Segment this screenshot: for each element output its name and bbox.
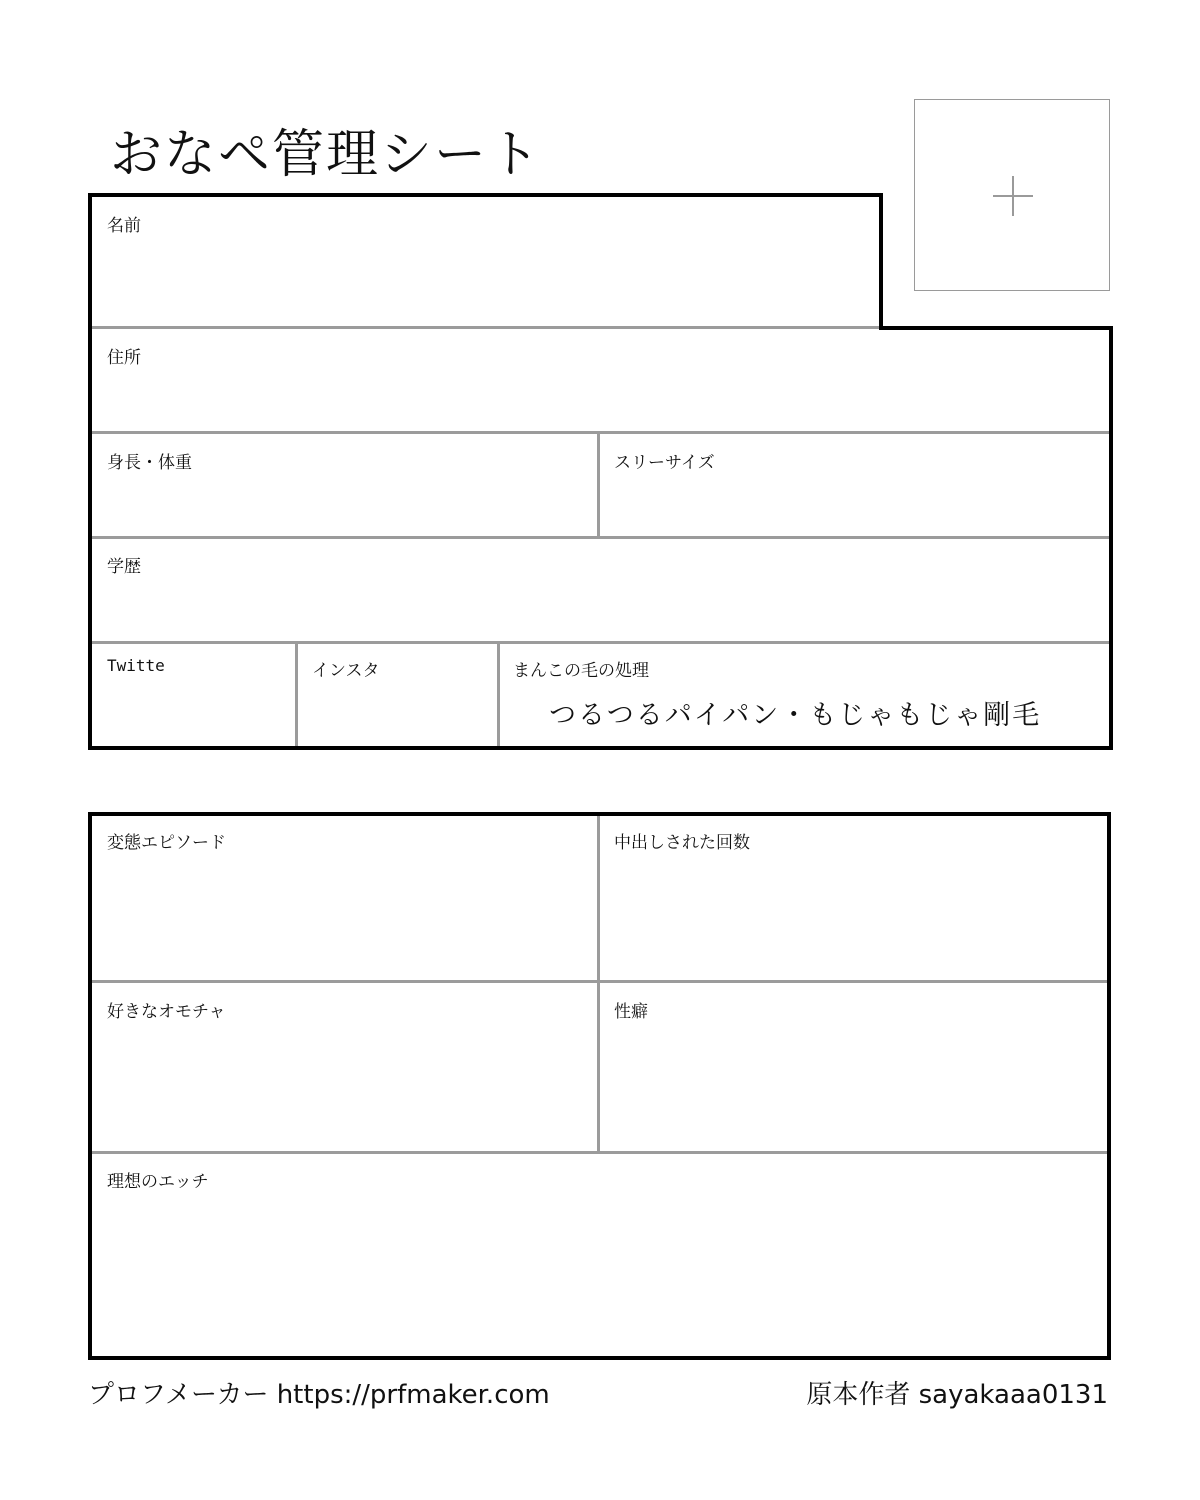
- fetish-label: 性癖: [614, 1002, 648, 1022]
- fetish-field[interactable]: [600, 983, 1107, 1151]
- toy-label: 好きなオモチャ: [107, 1002, 226, 1022]
- name-field[interactable]: [92, 197, 879, 326]
- education-label: 学歴: [107, 557, 141, 577]
- hair-label: まんこの毛の処理: [513, 661, 649, 681]
- ideal-field[interactable]: [92, 1154, 1107, 1356]
- border-right: [1109, 326, 1113, 750]
- height-weight-label: 身長・体重: [107, 453, 192, 473]
- page-title: おなペ管理シート: [110, 125, 543, 185]
- education-field[interactable]: [92, 539, 1109, 641]
- photo-upload-box[interactable]: [914, 99, 1110, 291]
- insta-label: インスタ: [312, 661, 380, 681]
- plus-icon-vertical: [1012, 176, 1014, 216]
- episode-label: 変態エピソード: [107, 833, 226, 853]
- creampie-label: 中出しされた回数: [614, 833, 750, 853]
- hair-value: つるつるパイパン・もじゃもじゃ剛毛: [549, 700, 1042, 731]
- border-name-right: [879, 193, 883, 330]
- ideal-label: 理想のエッチ: [107, 1172, 209, 1192]
- address-label: 住所: [107, 348, 141, 368]
- three-sizes-label: スリーサイズ: [614, 453, 715, 473]
- address-field[interactable]: [92, 329, 1109, 431]
- border-bottom: [88, 746, 1113, 750]
- name-label: 名前: [107, 216, 141, 236]
- footer-author: 原本作者 sayakaaa0131: [806, 1380, 1108, 1410]
- footer-maker-link[interactable]: プロフメーカー https://prfmaker.com: [88, 1380, 550, 1410]
- twitter-label: Twitte: [107, 656, 165, 675]
